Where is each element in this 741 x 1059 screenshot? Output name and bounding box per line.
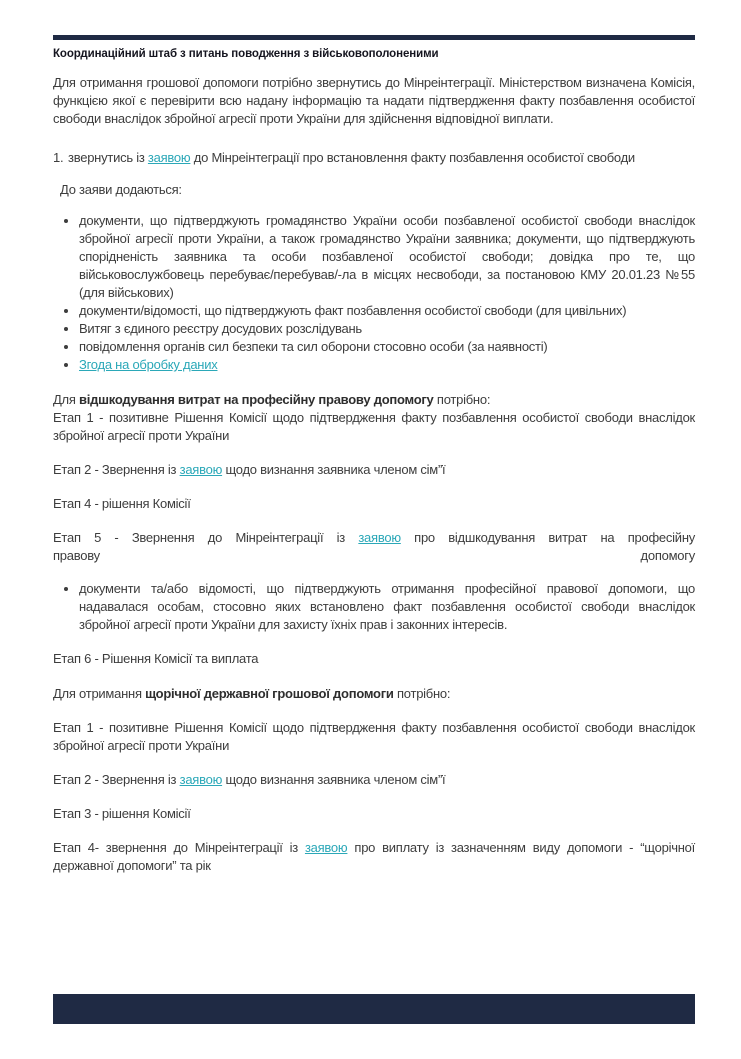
stage-text-post: про виплату із зазначенням виду допомоги - “щорічної державної допомоги” та рік (53, 840, 695, 873)
stage-5-word-left: правову (53, 548, 100, 563)
application-link[interactable]: заявою (179, 772, 223, 787)
heading-pre: Для отримання (53, 686, 146, 701)
heading-bold: щорічної державної грошової допомоги (145, 686, 394, 701)
stage-text-pre: Етап 4- звернення до Мінреінтеграції із (53, 840, 305, 855)
intro-paragraph: Для отримання грошової допомоги потрібно звернутись до Мінреінтеграції. Міністерством визначена Комісія, функцією якої є перевірити всю надану інформацію та надати підтвердження факту позбавлення особистої свободи внаслідок збройної агресії проти України для здійснення відповідної виплати. (53, 75, 695, 126)
legal-aid-docs-item: • документи та/або відомості, що підтверджують отримання професійної правової допомоги, що надавалася особам, стосовно яких встановлено факт позбавлення особистої свободи внаслідок збройної агресії проти України для захисту їхніх прав і законних інтересів. (79, 580, 695, 634)
step-text (68, 149, 695, 167)
stage-text-post: щодо визнання заявника членом сім”ї (222, 462, 446, 477)
stage-text-pre: Етап 2 - Звернення із (53, 772, 180, 787)
step-text-post: до Мінреінтеграції про встановлення факту позбавлення особистої свободи (190, 150, 635, 165)
bottom-divider-bar (53, 994, 695, 1024)
attachment-item-consent (79, 356, 695, 374)
stage-text-pre: Етап 5 - Звернення до Мінреінтеграції із (53, 530, 359, 545)
step-text-pre: звернутись із (68, 150, 148, 165)
attachment-item: • документи/відомості, що підтверджують факт позбавлення особистої свободи (для цивільних) (79, 302, 695, 320)
annual-aid-stage-3: Етап 3 - рішення Комісії (53, 806, 191, 821)
stage-5-line-1 (53, 529, 695, 547)
attachments-label: До заяви додаються: (60, 182, 182, 197)
attachment-item: • Витяг з єдиного реєстру досудових розслідувань (79, 320, 695, 338)
page-title: Координаційний штаб з питань поводження з військовополоненими (53, 48, 439, 60)
legal-aid-docs-list (53, 580, 695, 634)
heading-post: потрібно: (433, 392, 491, 407)
document-page (0, 35, 741, 875)
top-divider-bar (53, 35, 695, 40)
application-link[interactable]: заявою (147, 150, 191, 165)
consent-data-link[interactable]: Згода на обробку даних (79, 357, 218, 372)
annual-aid-stage-4 (53, 839, 695, 875)
application-link[interactable]: заявою (179, 462, 223, 477)
stage-text-pre: Етап 2 - Звернення із (53, 462, 180, 477)
heading-pre: Для (53, 392, 80, 407)
attachments-list (53, 212, 695, 374)
legal-aid-stage-4: Етап 4 - рішення Комісії (53, 496, 191, 511)
annual-aid-stage-2 (53, 771, 695, 789)
stage-text-post: щодо визнання заявника членом сім”ї (222, 772, 446, 787)
steps-list (53, 149, 695, 167)
heading-post: потрібно: (393, 686, 451, 701)
legal-aid-stage-6: Етап 6 - Рішення Комісії та виплата (53, 651, 259, 666)
stage-5-line-2 (53, 547, 695, 565)
heading-bold: відшкодування витрат на професійну правову допомогу (79, 392, 434, 407)
stage-5-word-right: допомогу (640, 548, 695, 563)
application-link[interactable]: заявою (358, 530, 401, 545)
legal-aid-stage-5 (53, 529, 695, 565)
attachment-item: • документи, що підтверджують громадянство України особи позбавленої особистої свободи внаслідок збройної агресії проти України, а також громадянство України заявника; документи, що підтверджують спорідненість заявника та особи позбавленої особистої свободи; довідка про те, що військовослужбовець перебуває/перебував/-ла в місцях несвободи, за постановою КМУ 20.01.23 №55 (для військових) (79, 212, 695, 302)
annual-aid-heading (53, 685, 695, 703)
step-number: 1. (53, 150, 64, 165)
attachment-item: • повідомлення органів сил безпеки та сил оборони стосовно особи (за наявності) (79, 338, 695, 356)
legal-aid-stage-1: Етап 1 - позитивне Рішення Комісії щодо підтвердження факту позбавлення особистої свободи внаслідок збройної агресії проти України (53, 410, 695, 443)
legal-aid-heading (53, 391, 695, 409)
annual-aid-stage-1: Етап 1 - позитивне Рішення Комісії щодо підтвердження факту позбавлення особистої свободи внаслідок збройної агресії проти України (53, 720, 695, 753)
application-link[interactable]: заявою (304, 840, 348, 855)
stage-text-post: про відшкодування витрат на професійну (400, 530, 695, 545)
legal-aid-stage-2 (53, 461, 695, 479)
step-item-1 (53, 149, 695, 167)
